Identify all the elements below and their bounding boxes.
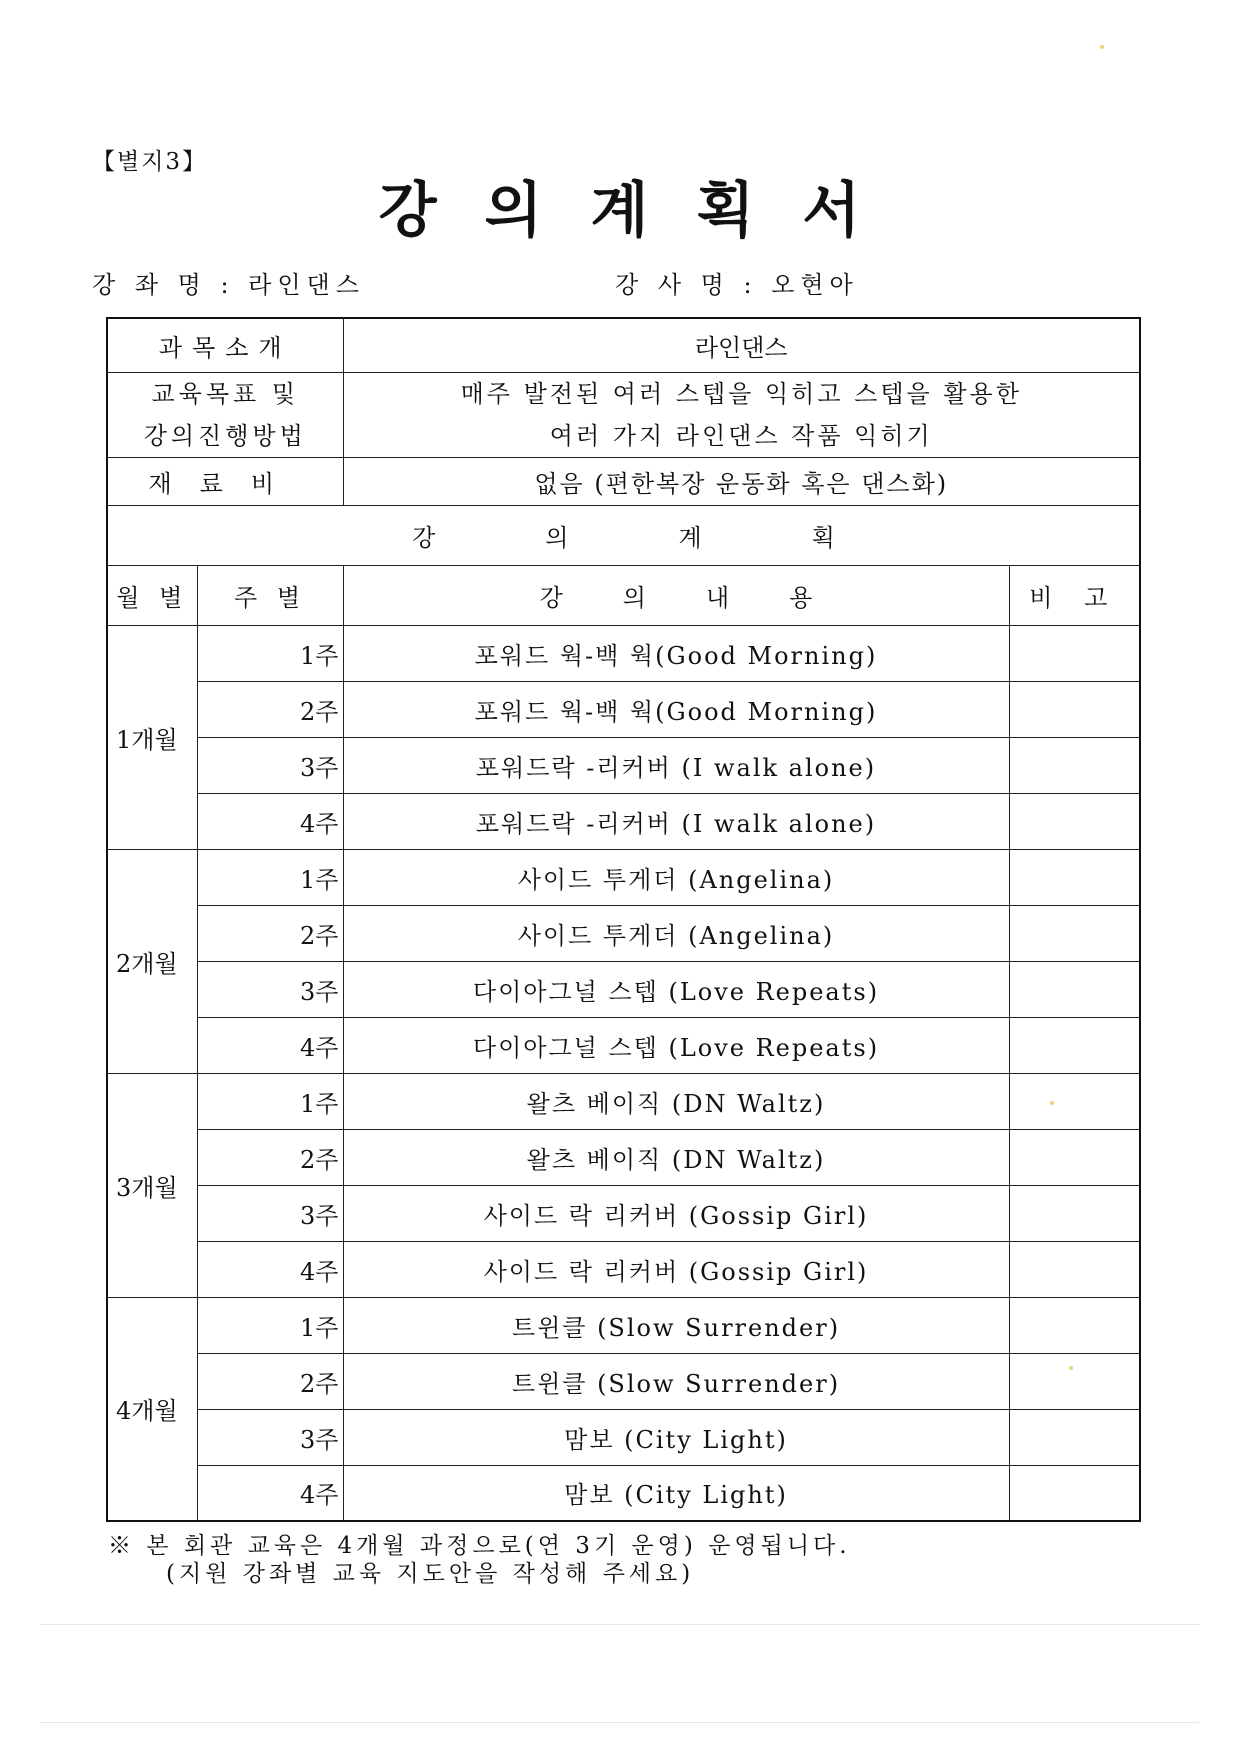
col-week-header: 주 별 [197,565,343,625]
note-cell [1009,1297,1140,1353]
document-title: 강의계획서 [378,176,909,246]
week-cell: 4주 [197,1465,343,1521]
footnote [108,1532,851,1588]
content-cell: 트윈클 (Slow Surrender) [343,1353,1009,1409]
plan-row [107,961,1140,1017]
course-name: 강 좌 명 : 라인댄스 [92,271,365,299]
note-cell [1009,1073,1140,1129]
week-cell: 2주 [197,681,343,737]
goal-label-line: 교육목표 및 [151,379,300,408]
month-cell: 4개월 [107,1297,197,1521]
content-cell: 다이아그널 스텝 (Love Repeats) [343,1017,1009,1073]
note-cell [1009,1129,1140,1185]
plan-row [107,625,1140,681]
month-cell: 2개월 [107,849,197,1073]
note-cell [1009,681,1140,737]
week-cell: 2주 [197,1129,343,1185]
plan-row [107,1409,1140,1465]
content-cell: 트윈클 (Slow Surrender) [343,1297,1009,1353]
plan-row [107,793,1140,849]
week-cell: 1주 [197,1297,343,1353]
note-cell [1009,1185,1140,1241]
plan-row [107,849,1140,905]
intro-value: 라인댄스 [343,318,1140,372]
month-cell: 3개월 [107,1073,197,1297]
note-cell [1009,1353,1140,1409]
content-cell: 포워드 웍-백 웍(Good Morning) [343,625,1009,681]
week-cell: 4주 [197,1241,343,1297]
footnote-line-1: ※ 본 회관 교육은 4개월 과정으로(연 3기 운영) 운영됩니다. [108,1533,851,1559]
plan-row [107,1073,1140,1129]
note-cell [1009,1017,1140,1073]
content-cell: 맘보 (City Light) [343,1465,1009,1521]
plan-row [107,1017,1140,1073]
content-cell: 포워드락 -리커버 (I walk alone) [343,737,1009,793]
fee-label: 재료비 [107,457,343,505]
note-cell [1009,961,1140,1017]
col-content-header: 강의내용 [343,565,1009,625]
week-cell: 2주 [197,905,343,961]
note-cell [1009,849,1140,905]
scan-speck [1100,45,1104,49]
content-cell: 맘보 (City Light) [343,1409,1009,1465]
attachment-label: 【별지3】 [92,149,208,175]
week-cell: 3주 [197,961,343,1017]
content-cell: 포워드 웍-백 웍(Good Morning) [343,681,1009,737]
week-cell: 4주 [197,1017,343,1073]
plan-row [107,1129,1140,1185]
plan-heading: 강의계획 [107,505,1140,565]
goal-label-line: 강의진행방법 [143,421,307,450]
note-cell [1009,905,1140,961]
content-cell: 사이드 투게더 (Angelina) [343,905,1009,961]
note-cell [1009,1409,1140,1465]
goal-value-line: 매주 발전된 여러 스텝을 익히고 스텝을 활용한 [460,379,1022,408]
plan-row [107,1297,1140,1353]
goal-value [343,372,1140,457]
content-cell: 사이드 락 리커버 (Gossip Girl) [343,1185,1009,1241]
col-month-header: 월 별 [107,565,197,625]
month-cell: 1개월 [107,625,197,849]
week-cell: 3주 [197,1185,343,1241]
note-cell [1009,625,1140,681]
week-cell: 3주 [197,1409,343,1465]
note-cell [1009,737,1140,793]
goal-label [107,372,343,457]
note-cell [1009,1465,1140,1521]
col-note-header: 비 고 [1009,565,1140,625]
plan-row [107,1465,1140,1521]
week-cell: 3주 [197,737,343,793]
plan-row [107,681,1140,737]
content-cell: 왈츠 베이직 (DN Waltz) [343,1073,1009,1129]
week-cell: 2주 [197,1353,343,1409]
scan-speck [1069,1366,1073,1370]
content-cell: 왈츠 베이직 (DN Waltz) [343,1129,1009,1185]
week-cell: 4주 [197,793,343,849]
footnote-line-2: (지원 강좌별 교육 지도안을 작성해 주세요) [166,1561,695,1587]
note-cell [1009,1241,1140,1297]
plan-row [107,905,1140,961]
scan-line [40,1624,1199,1625]
plan-row [107,1185,1140,1241]
week-cell: 1주 [197,625,343,681]
week-cell: 1주 [197,849,343,905]
week-cell: 1주 [197,1073,343,1129]
content-cell: 사이드 투게더 (Angelina) [343,849,1009,905]
content-cell: 포워드락 -리커버 (I walk alone) [343,793,1009,849]
scan-line [40,1722,1199,1723]
note-cell [1009,793,1140,849]
content-cell: 사이드 락 리커버 (Gossip Girl) [343,1241,1009,1297]
plan-row [107,1353,1140,1409]
plan-row [107,737,1140,793]
lecture-plan-table [106,317,1141,1522]
scan-speck [1050,1101,1054,1105]
plan-row [107,1241,1140,1297]
intro-label: 과목소개 [107,318,343,372]
fee-value: 없음 (편한복장 운동화 혹은 댄스화) [343,457,1140,505]
goal-value-line: 여러 가지 라인댄스 작품 익히기 [549,421,933,450]
content-cell: 다이아그널 스텝 (Love Repeats) [343,961,1009,1017]
instructor-name: 강 사 명 : 오현아 [615,271,859,299]
